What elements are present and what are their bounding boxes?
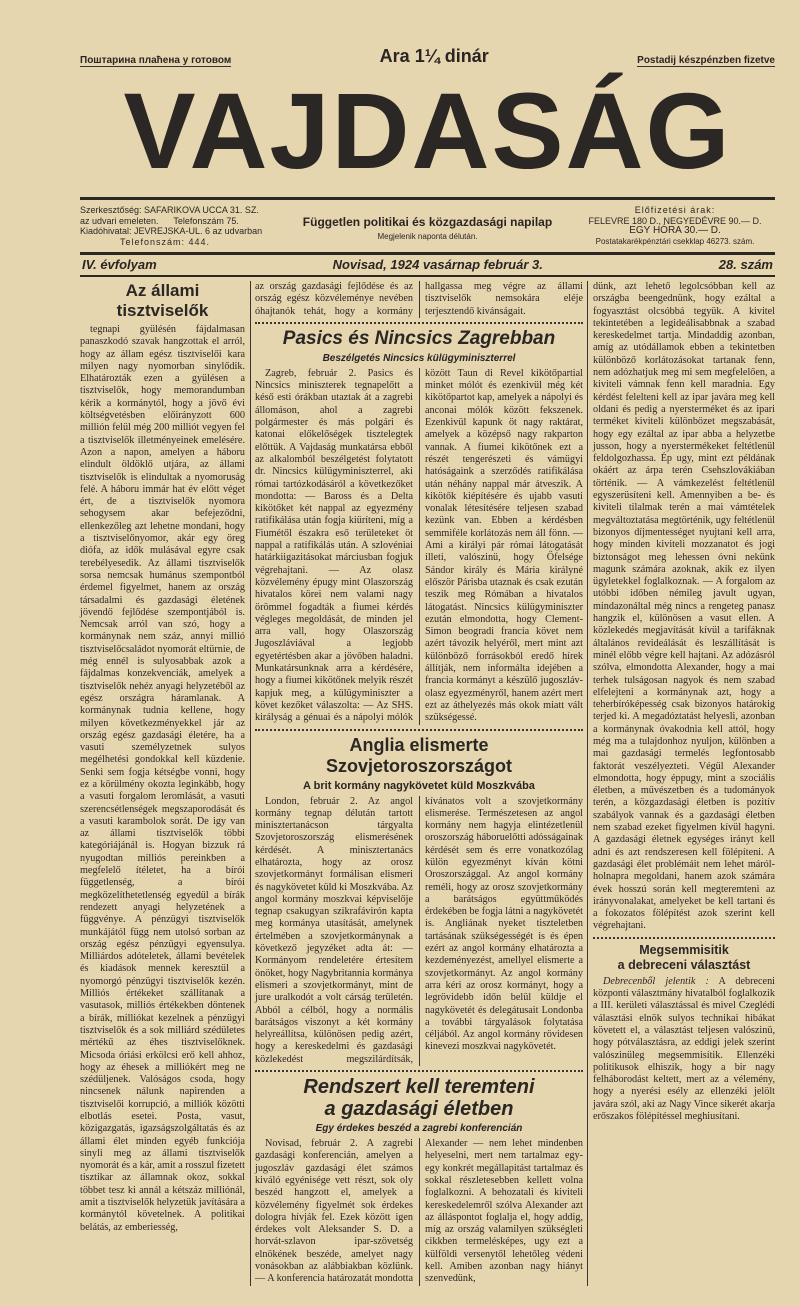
column-middle	[250, 281, 588, 1286]
title-line: a debreceni választást	[617, 957, 751, 972]
article-title-anglia: Anglia elismerte Szovjetoroszországot	[325, 734, 513, 776]
postage-note-cyrillic: Поштарина плаћена у готовом	[80, 55, 232, 66]
paragraph: dünk, azt lehető legolcsóbban kell az országba beengednünk, hogy ezáltal a fogyasztást olcsóbbá tegyük. A kivitel tekintetében a legideálisabbnak a szabad kereskedelmet tartja. Mindaddig azonban, amíg az utódállamok ebben a tekintetben különböző korlátozásokat tartanak fenn, nem adózhatjuk meg mi sem megfelelően, a kiviteli vámnak fenn kell maradnia. Egy kérdést felelteni kell az ipar javára meg kell oldani és pedig a nyersterméket és az ipari terméket kiviteli különbözet megszabását, hogy egy ezáltal az ipar abba a helyzetbe jusson, hogy a nyerstermékeket feltétlenül feldolgozhassa. Ép ugy, mint ezt példának okáért az árpa terén Csehszlovákiában történik. — A vámkezelést feltétlenül egyszerüsíteni kell. Amennyiben a be- és kiviteli tilalmak terén a mai vámtételek megváltoztatása megtörténik, ugy feltétlenül bizonyos díjmentességet nyujtani kell arra, hogy minden kiviteli mozzanatot és jogi biztonságot meg lehessen óvni nekünk magunk számára azoknak, akik ez ilyen ügyletekkel foglalkoznak. — A forgalom az utóbbi időben némileg javult ugyan, mindazonáltal még nincs a rengeteg panasz hangzik el, különösen a vasut ellen. A közlekedés megjavítását kívül a tarifáknak általános revideálását és leszállítását is minél előbb végre kell hajtani. Az adózásról szólva, elmondotta Alexander, hogy a mai terhek tulságosan nagyok és nem szabad elfelejteni a kormánynak azt, hogy a teherbíróképesség csak bizonyos határokig terjed ki. A megadóztatást helyesli, azonban a kormánynak óvakodnia kell attól, hogy még ma a tulajdonhoz nyuljon, különben a mai gazdasági termelés legfontosabb faktorát veszélyezteti. Végül Alexander elmondotta, hogy éppugy, mint a szociális életben, a művészetben és a tudományok terén, a közgazdasági életben is pozitív szabályok vannak és a gazdasági életben nem szabad ezeket figyelmen kívül hagyni. A gazdasági életnek egységes irányt kell adni és azt rendszeresen kell fölépíteni. A gazdasági élet problémáit nem lehet máról-holnapra megoldani, hanem azok számára évek hosszú során kell megteremteni az irányvonalakat, amelyeket be kell tartani és a fokozatos fölépítést azok szerint kell végrehajtani.	[593, 281, 775, 932]
column-1	[80, 281, 250, 1286]
publisher-line: Kiadóhivatal: JEVREJSKA-UL. 6 az udvarban	[80, 226, 263, 236]
paragraph: az ország gazdasági fejlődése és az ország egész közvéleménye nevében óhajtanók tehát, hogy a kormány hallgassa meg végre az állami tisztviselők nemsokára eléje terjesztendő kivánságait.	[255, 281, 583, 317]
paragraph: Novisad, február 2. A zagrebi gazdasági konferencián, amelyen a jugoszláv gazdasági élet számos kiváló egyénisége vett részt, sok oly beszéd hangzott el, amelyek a közvélemény figyelmét sok érdekes dologra hívják fel. Ezek között igen érdekes volt Aleksander S. D. a horvát-szlavon ipar-szövetség elnökének beszéde, amelyet nagy vonásokban az alábbiakban közlünk. — A konferencia határozatát mondotta Alexander — nem lehet mindenben helyeselni, mert nem tartalmaz egy-egy konkrét megállapitást tartalmaz és sokkal részletesebben kellett volna foglalkozni. A behozatali és kiviteli kereskedelemről szólva Alexander azt az álláspontot foglalja el, hogy addig, míg az ország valamilyen szükségleti cikkben termelésképes, ugy ezt a külföldi versenytől lehetőleg védeni kell. Amiben azonban nagy hiányt szenvedünk,	[255, 1138, 583, 1285]
separator	[255, 1070, 583, 1072]
price: Ara 1¼ dinár	[379, 46, 489, 66]
article-continuation-tisztviselok	[255, 281, 583, 318]
top-row	[80, 46, 775, 67]
article-body-anglia	[255, 796, 583, 1067]
masthead-title: VAJDASÁG	[123, 70, 732, 191]
paragraph: A debreceni központi választmány hivatalból foglalkozik a III. kerületi választással és mivel Czeglédi választási elnök sulyos technikai hibákat követett el, a választást teljesen valószinü, hogy pótválasztásra, az eddigi jelek szerint valószinüleg megsemmisítik. Ellenzéki politikusok elhiszik, hogy a bir nagy felháborodást keltett, mert az a vélemény, hogy a nyerési esély az ellenzéki jelölt javára szól, aki az Nagy Vince sikerét akarja erőszakos fölépítéssel meghiusítani.	[593, 975, 775, 1122]
editorial-address	[80, 205, 280, 247]
date-row	[80, 252, 775, 277]
prices-title: Előfizetési árak:	[634, 205, 716, 215]
separator	[593, 937, 775, 939]
paragraph: Zagreb, február 2. Pasics és Nincsics miniszterek tegnapelőtt a késő esti órákban utaztak át a zagrebi állomáson, ahol a zagrebi polgármester és más polgári és katonai előkelőségek tisztelegtek előttük. A Vajdaság munkatársa ebből az alkalomból beszélgetést folytatott dr. Nincsics külügyminiszterrel, aki római tartózkodásáról a következőket mondotta: — Baross és a Delta kikötőket két nappal az egyezmény ratifikálása után fogja kiüríteni, míg a Fiumétől északra eső területeket öt nappal a ratifikálás után. A szlovéniai határkiigazitásokat márciusban fogjuk végrehajtani. — Az olasz közvélemény épugy mint Olaszország hivatalos körei nem valami nagy örömmel fogadták a fiumei kérdés végleges megoldását, de minden jel arra vall, hogy Olaszország Jugoszláviával a legjobb egyetértésben akar a jövőben haladni. Munkatársunknak arra a kérdésére, hogy a fiumei kikötőnek melyik részét kapjuk meg, a külügyminiszter a követ kezőket válaszolta: — Az SHS. királyság a génuai és a nápolyi mólók között Taun di Revel kikötőpartial minket mólót és ezenkivül még két kikötőpartot kap, amelyek a nápolyi és anconai mólók között fekszenek. Ezenkivül kapunk öt nagy raktárat, amelyek a középső nagy rakparton vannak. A fiumei kikötőnek ezt a részét tengerészeti és vámügyi hatóságaink a szerződés ratifikálása után néhány nappal már átveszik. A kikötők kiépítésére és ujabb vasuti vonalak létesítésére teljesen szabad kezünk van. Ebben a kérdésben semmiféle korlátozás nem áll fönn. — Ami a királyi pár római látogatását illeti, valószinü, hogy Őfelsége Sándor király és Mária királyné először Párisba utaznak és csak ezután teszik meg Rómában a hivatalos látogatást. Nincsics külügyminiszter ezután elmondotta, hogy Clement-Simon beogradi francia követ nem azért távozik helyéről, mert mint azt különböző forrásokból eredő hírek állítják, nem informálta idejében a francia kormányt a készülő jugoszláv-olasz egyezményről, hanem azért mert ezt az áthelyezés más okok miatt vált szükségessé.	[255, 367, 583, 724]
article-subtitle-anglia: A brit kormány nagykövetet küld Moszkvába	[303, 779, 535, 792]
title-line: a gazdasági életben	[324, 1098, 514, 1121]
editorial-line: Szerkesztőség: SAFARIKOVA UCCA 31. SZ.	[80, 205, 259, 215]
issue-number: 28. szám	[718, 257, 773, 272]
title-line: Rendszert kell teremteni	[303, 1076, 535, 1099]
article-subtitle-rendszert: Egy érdekes beszéd a zagrebi konferencián	[315, 1123, 523, 1135]
article-body-pasics	[255, 368, 583, 725]
postage-note-hungarian: Postadij készpénzben fizetve	[637, 55, 775, 66]
separator	[255, 729, 583, 731]
column-4	[588, 281, 775, 1286]
prices-line: Postatakarékpénztári csekklap 46273. szám.	[595, 236, 755, 246]
article-body-tisztviselok	[80, 324, 245, 1234]
volume: IV. évfolyam	[82, 257, 157, 272]
article-body-debrecen	[593, 976, 775, 1124]
tagline: Független politikai és közgazdasági napilap	[302, 215, 553, 229]
article-subtitle-pasics: Beszélgetés Nincsics külügyminiszterrel	[322, 352, 516, 364]
paragraph: tegnapi gyülésén fájdalmasan panaszkodó szavak hangzottak el arról, hogy az állam egész tisztviselői kara milyen nagy nyomorban sinylődik. Elhatározták ezen a gyülésen a tisztviselők, hogy memorandumban kérik a kormánytól, hogy a jövő évi költségvetésben előirányzott 600 millión felül még 200 milliót vegyen fel a tisztviselők illetményeinek emelésére. Azon a napon, amelyen a háboru elindult öldöklő utjára, az állami tisztviselők is elindultak a nyomoruság felé. A háboru immár hat év előtt véget ért, de a tisztviselők nyomora sehogysem akar befejeződni, ellenkezőleg azt lehetne mondani, hogy a tisztviselőnyomor, akár egy öreg diófa, az idők mulásával egyre csak terebélyesedik. Az állami tisztviselők sorsa nemcsak humánus szempontból érdemel figyelmet, hanem az ország társadalmi és gazdasági életének jövendő fejlődése szempontjából is. Nemcsak arról van szó, hogy a kormánynak nem száz, annyi millió tisztviselőcsaládot nyomorát eltürnie, de még ennél is sulyosabbak azok a fájdalmas konzekvenciák, amelyek a tisztviselők nehéz anyagi helyzetéből az egész országra háramlanak. A kormánynak tudnia kellene, hogy milyen következményekkel jár az ország egész gazdasági életére, ha a vasuti személyzetnek sulyos megélhetési gondokkal kell küzdenie. Senki sem fogja kétségbe vonni, hogy ez a körülmény okozta leginkább, hogy a vasuti forgalom leromlását, a vasuti szerencsétlenségek megszaporodását és a vasuti karambolok sorát. De igy van az állami tisztviselők többi kategóriájánál is. Hogyan bizzuk rá nyugodtan milliós pereinkben a megfelelő ítéletet, ha a bírói függetlenség, a bírói megközelíthetetlenség egyedül a bírák rendezett anyagi helyzetének a függvénye. A pénzügyi tisztviselők munkájától függ nem utolsó sorban az ország egész pénzügyi egyensulya. Milliárdos adóteletek, állami bevételek és kiadások mennek keresztül a nyomorgó pénzügyi tisztviselők kezén. Milliós értékeket szállítanak a vasutasok, milliós értékekben döntenek a bírák, milliókat kezelnek a pénzügyi tisztviselők és a sok milliárd szédületes mértékű az éhes tisztviselőknek. Micsoda óriási erkölcsi erő kell ahhoz, hogy az éhesek a milliókért meg ne szédüljenek. Valóságos csoda, hogy nincsenek nálunk napirenden a tisztviselői korrupció, a milliók közötti elbotlás esetei. Posta, vasut, közigazgatás, igazságszolgáltatás és az állami élet minden egyéb funkciója sinyli meg az állami tisztviselők nyomorát és a kár, amit a rosszul fizetett tisztikar az államnak okoz, sokkal többet tesz ki annál a kétszáz milliónál, amit a tisztviselők helyzetük javítására a kormánytól követelnek. A politikai belátás, az emberiesség,	[80, 324, 245, 1233]
article-title-pasics: Pasics és Nincsics Zagrebban	[282, 327, 556, 349]
title-line: Megsemmisitik	[639, 942, 729, 957]
article-title-tisztviselok: Az állami tisztviselők	[116, 281, 209, 320]
paragraph: London, február 2. Az angol kormány tegnap délután tartott minisztertanácson tárgyalta Szovjetoroszország elismerésének kérdését. A minisztertanács elhatározta, hogy az orosz szovjetkormányt formálisan elismeri és nagykövetet küld ki Moszkvába. Az angol kormány moszkvai képviselője tegnap csakugyan szikrafávirón kapta meg kormánya utasítását, amelynek értelmében a szovjetkormánynak a következő jegyzéket adta át: — Kormányom rendeletére értesítem önöket, hogy Nagybritannia kormánya elismeri a szovjetkormányt, mint de jure uralkodót a volt cárság területén. Abból a célból, hogy a normális barátságos viszonyt a két kormány helyreállítsa, különösen pedig azért, hogy a kereskedelmi és gazdasági közlekedést megszilárdítsák, kívánatos volt a szovjetkormány elismerése. Természetesen az angol kormány nem hagyja elintézetlenül oroszország háboruelőtti adósságainak kérdését sem és erre vonatkozólag külön egyezményt kíván kötni Oroszországgal. Az angol kormány reméli, hogy az orosz szovjetkormány a barátságos együttműködés érdekében be fogja látni a nagykövetét is. Angliának nyeket tiszteletben tartásának szükségességét is és épen ezért az angol kormány elhatározta a kezdeményezést, amellyel elismerte a szovjetkormányt. Az angol kormány arra kéri az orosz kormányt, hogy a legrövidebb időn belül küldje el nagykövetét és delegátusait Londonba a további tárgyalások folytatása céljából. Az angol kormány rövidesen kinevezi moszkvai nagykövetét.	[255, 795, 583, 1065]
publisher-line: Telefonszám: 444.	[120, 236, 211, 247]
article-body-rendszert	[255, 1138, 583, 1286]
article-title-rendszert	[255, 1076, 583, 1120]
article-title-debrecen	[593, 943, 775, 973]
article-body-rendszert-continued	[593, 281, 775, 933]
tagline-sub: Megjelenik naponta délután.	[377, 232, 478, 241]
columns	[80, 281, 775, 1286]
separator	[255, 322, 583, 324]
subscription-prices	[575, 205, 775, 247]
header-info	[80, 197, 775, 247]
prices-line: FELEVRE 180 D., NEGYEDÉVRE 90.— D.	[588, 215, 762, 226]
dateline-lead: Debrecenből jelentik :	[603, 975, 709, 987]
tagline-block	[303, 205, 553, 241]
dateline: Novisad, 1924 vasárnap február 3.	[332, 257, 543, 272]
newspaper-page	[80, 0, 775, 1306]
editorial-line: az udvari emeleten. Telefonszám 75.	[80, 215, 239, 226]
prices-line: EGY HÓRA 30.— D.	[629, 225, 721, 236]
